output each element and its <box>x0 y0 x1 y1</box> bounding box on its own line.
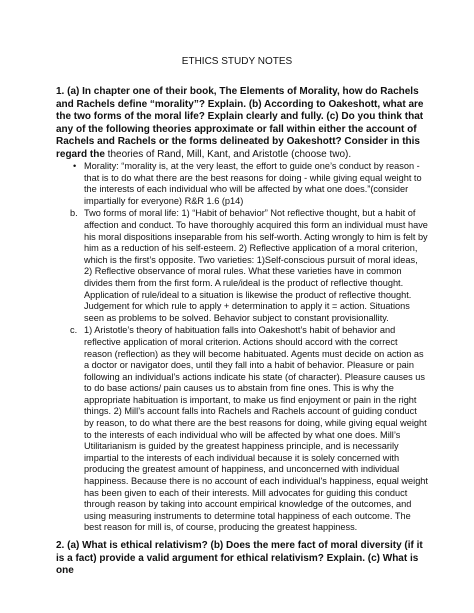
question-1-bold: 1. (a) In chapter one of their book, The Elements of Morality, how do Rachels and Rachels define “morality”? Explain. (b) According to Oakeshott, what are the two forms of the moral life? Explain clearly and fully. (c) Do you think that any of the following theories approximate or fall within either the account of Rachels and Rachels or the forms delineated by Oakeshott? Consider in this regard the <box>56 86 424 160</box>
question-1 <box>56 86 428 161</box>
answer-b <box>56 208 428 324</box>
answer-c-marker: c. <box>70 325 78 336</box>
answer-a-marker: • <box>73 161 77 171</box>
page-title: ETHICS STUDY NOTES <box>181 56 293 67</box>
answer-a <box>56 161 428 207</box>
answer-a-text: Morality: “morality is, at the very least, the effort to guide one’s conduct by reason - that is to do what there are the best reasons for doing - while giving equal weight to the interests of each individual who will be affected by what one does.”(consider impartially for everyone) R&R 1.6 (p14) <box>84 161 422 206</box>
answer-c-text: 1) Aristotle’s theory of habituation falls into Oakeshott’s habit of behavior and reflective application of moral criterion. Actions should accord with the correct reason (reflection) as they will become habituated. Agents must decide on action as a doctor or navigator does, until they fall into a habit of behavior. Pleasure or pain following an individual’s actions indicate his state (of character). Pleasure causes us to do base actions/ pain causes us to abstain from fine ones. This is why the appropriate habituation is important, to make us find enjoyment or pain in the right things. 2) Mill’s account falls into Rachels and Rachels account of guiding conduct by reason, to do what there are the best reasons for doing, while giving equal weight to the interests of each individual who will be affected by what one does. Mill’s Utilitarianism is guided by the greatest happiness principle, and is necessarily impartial to the interests of each individual because it is solely concerned with producing the greatest amount of happiness, and unconcerned with individual happiness. Because there is no account of each individual's happiness, equal weight has been given to each of their interests. Mill advocates for guiding this conduct through reason by taking into account empirical knowledge of the outcomes, and using measuring instruments to determine total happiness of each outcome. The best reason for mill is, of course, producing the greatest happiness. <box>84 325 428 533</box>
answer-c <box>56 325 428 534</box>
question-2 <box>56 540 428 578</box>
answer-list <box>56 161 428 535</box>
question-1-normal: theories of Rand, Mill, Kant, and Aristotle (choose two). <box>104 148 352 160</box>
question-2-bold: 2. (a) What is ethical relativism? (b) Does the mere fact of moral diversity (if it is a fact) provide a valid argument for ethical relativism? Explain. (c) What is one <box>56 540 423 576</box>
answer-b-marker: b. <box>70 208 78 219</box>
answer-b-text: Two forms of moral life: 1) “Habit of behavior” Not reflective thought, but a habit of affection and conduct. To have thoroughly acquired this form an individual must have his moral dispositions inseparable from his self-worth. Acting wrongly to him is felt by him as a reduction of his self-esteem. 2) Reflective application of a moral criterion, which is the first’s opposite. Two varieties: 1)Self-conscious pursuit of moral ideas, 2) Reflective observance of moral rules. What these varieties have in common divides them from the first form. A rule/ideal is the product of reflective thought. Application of rule/ideal to a situation is likewise the product of reflective thought. Judgement for which rule to apply + determination to apply it = action. Situations seen as problems to be solved. Behavior subject to constant provisionallity. <box>84 208 428 323</box>
